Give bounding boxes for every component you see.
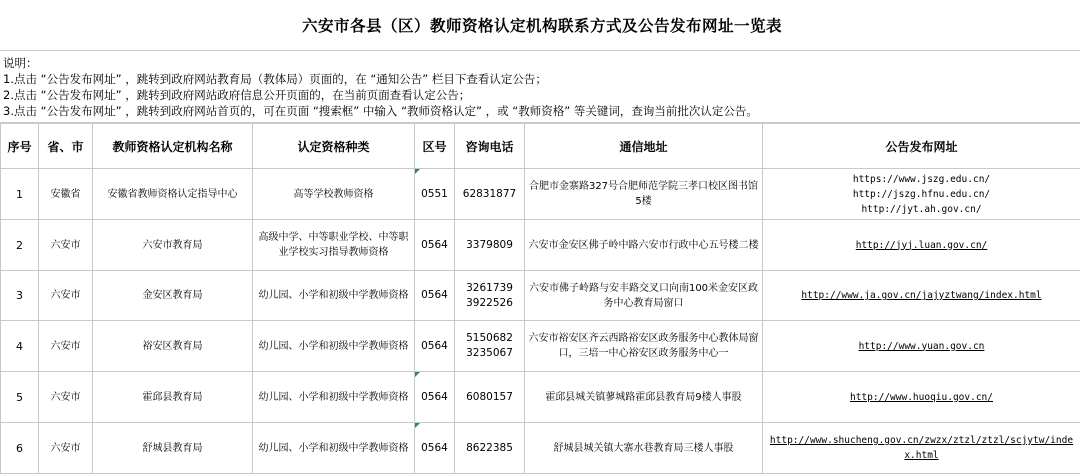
cell-agency: 金安区教育局 — [93, 271, 253, 321]
cell-code: 0564 — [415, 220, 455, 271]
cell-phone: 6080157 — [455, 372, 525, 423]
notes-line: 3.点击 “公告发布网址” ，跳转到政府网站首页的，可在页面 “搜索框” 中输入 “教师资格认定” ，或 “教师资格” 等关键词，查询当前批次认定公告。 — [3, 104, 758, 118]
cell-type: 幼儿园、小学和初级中学教师资格 — [253, 321, 415, 372]
cell-url — [763, 321, 1080, 372]
notes-line: 1.点击 “公告发布网址” ，跳转到政府网站教育局（教体局）页面的，在 “通知公告” 栏目下查看认定公告； — [3, 72, 547, 86]
cell-phone — [455, 271, 525, 321]
header-cell-type: 认定资格种类 — [253, 124, 415, 169]
agency-table — [0, 123, 1080, 474]
announcement-link[interactable]: http://www.yuan.gov.cn — [858, 340, 985, 352]
title-row — [0, 0, 1080, 51]
table-row — [1, 372, 1080, 423]
cell-type: 幼儿园、小学和初级中学教师资格 — [253, 372, 415, 423]
cell-agency: 裕安区教育局 — [93, 321, 253, 372]
cell-code: 0564 — [415, 423, 455, 474]
cell-no: 1 — [1, 169, 39, 220]
cell-type: 高等学校教师资格 — [253, 169, 415, 220]
cell-region: 六安市 — [39, 321, 93, 372]
announcement-link[interactable]: http://jszg.hfnu.edu.cn/ — [852, 188, 991, 200]
cell-url — [763, 220, 1080, 271]
cell-phone: 62831877 — [455, 169, 525, 220]
header-cell-phone: 咨询电话 — [455, 124, 525, 169]
cell-url — [763, 169, 1080, 220]
cell-agency: 六安市教育局 — [93, 220, 253, 271]
page-title: 六安市各县（区）教师资格认定机构联系方式及公告发布网址一览表 — [301, 17, 782, 35]
cell-phone — [455, 321, 525, 372]
cell-address: 六安市裕安区齐云西路裕安区政务服务中心教体局窗口，三培一中心裕安区政务服务中心一 — [525, 321, 763, 372]
announcement-link[interactable]: http://www.ja.gov.cn/jajyztwang/index.html — [801, 290, 1042, 301]
cell-url — [763, 423, 1080, 474]
table-row — [1, 271, 1080, 321]
cell-code: 0564 — [415, 271, 455, 321]
cell-phone: 3379809 — [455, 220, 525, 271]
cell-region: 六安市 — [39, 271, 93, 321]
cell-code: 0564 — [415, 321, 455, 372]
cell-no: 6 — [1, 423, 39, 474]
cell-region: 六安市 — [39, 220, 93, 271]
announcement-link[interactable]: http://jyt.ah.gov.cn/ — [861, 203, 982, 215]
table-row — [1, 423, 1080, 474]
header-cell-region: 省、市 — [39, 124, 93, 169]
table-row — [1, 220, 1080, 271]
cell-agency: 舒城县教育局 — [93, 423, 253, 474]
cell-address: 六安市佛子岭路与安丰路交叉口向南100米金安区政务中心教育局窗口 — [525, 271, 763, 321]
cell-region: 六安市 — [39, 372, 93, 423]
phone-line: 3261739 — [466, 281, 513, 294]
cell-url — [763, 271, 1080, 321]
cell-no: 2 — [1, 220, 39, 271]
announcement-link[interactable]: http://www.huoqiu.gov.cn/ — [850, 391, 993, 403]
phone-line: 3235067 — [466, 347, 513, 359]
notes-heading: 说明： — [3, 56, 38, 70]
cell-type: 幼儿园、小学和初级中学教师资格 — [253, 271, 415, 321]
cell-no: 4 — [1, 321, 39, 372]
cell-agency: 安徽省教师资格认定指导中心 — [93, 169, 253, 220]
cell-no: 5 — [1, 372, 39, 423]
table-row — [1, 169, 1080, 220]
header-cell-agency: 教师资格认定机构名称 — [93, 124, 253, 169]
announcement-link[interactable]: http://www.shucheng.gov.cn/zwzx/ztzl/ztzl/scjytw/index.html — [769, 435, 1074, 461]
announcement-link[interactable]: https://www.jszg.edu.cn/ — [852, 173, 991, 185]
cell-region: 安徽省 — [39, 169, 93, 220]
phone-line: 5150682 — [466, 332, 513, 344]
cell-address: 六安市金安区佛子岭中路六安市行政中心五号楼二楼 — [525, 220, 763, 271]
cell-agency: 霍邱县教育局 — [93, 372, 253, 423]
header-cell-no: 序号 — [1, 124, 39, 169]
header-cell-url: 公告发布网址 — [763, 124, 1080, 169]
cell-region: 六安市 — [39, 423, 93, 474]
cell-no: 3 — [1, 271, 39, 321]
header-row — [1, 124, 1080, 169]
phone-line: 3922526 — [466, 296, 513, 309]
cell-type: 幼儿园、小学和初级中学教师资格 — [253, 423, 415, 474]
cell-type: 高级中学、中等职业学校、中等职业学校实习指导教师资格 — [253, 220, 415, 271]
header-cell-address: 通信地址 — [525, 124, 763, 169]
cell-address: 霍邱县城关镇蓼城路霍邱县教育局9楼人事股 — [525, 372, 763, 423]
cell-phone: 8622385 — [455, 423, 525, 474]
cell-address: 舒城县城关镇大寨水巷教育局三楼人事股 — [525, 423, 763, 474]
cell-url — [763, 372, 1080, 423]
cell-address: 合肥市金寨路327号合肥师范学院三孝口校区图书馆5楼 — [525, 169, 763, 220]
header-cell-code: 区号 — [415, 124, 455, 169]
table-row — [1, 321, 1080, 372]
notes — [0, 51, 1080, 123]
announcement-link[interactable]: http://jyj.luan.gov.cn/ — [855, 239, 988, 251]
cell-code: 0551 — [415, 169, 455, 220]
cell-code: 0564 — [415, 372, 455, 423]
notes-line: 2.点击 “公告发布网址” ，跳转到政府网站政府信息公开页面的，在当前页面查看认定公告； — [3, 88, 471, 102]
